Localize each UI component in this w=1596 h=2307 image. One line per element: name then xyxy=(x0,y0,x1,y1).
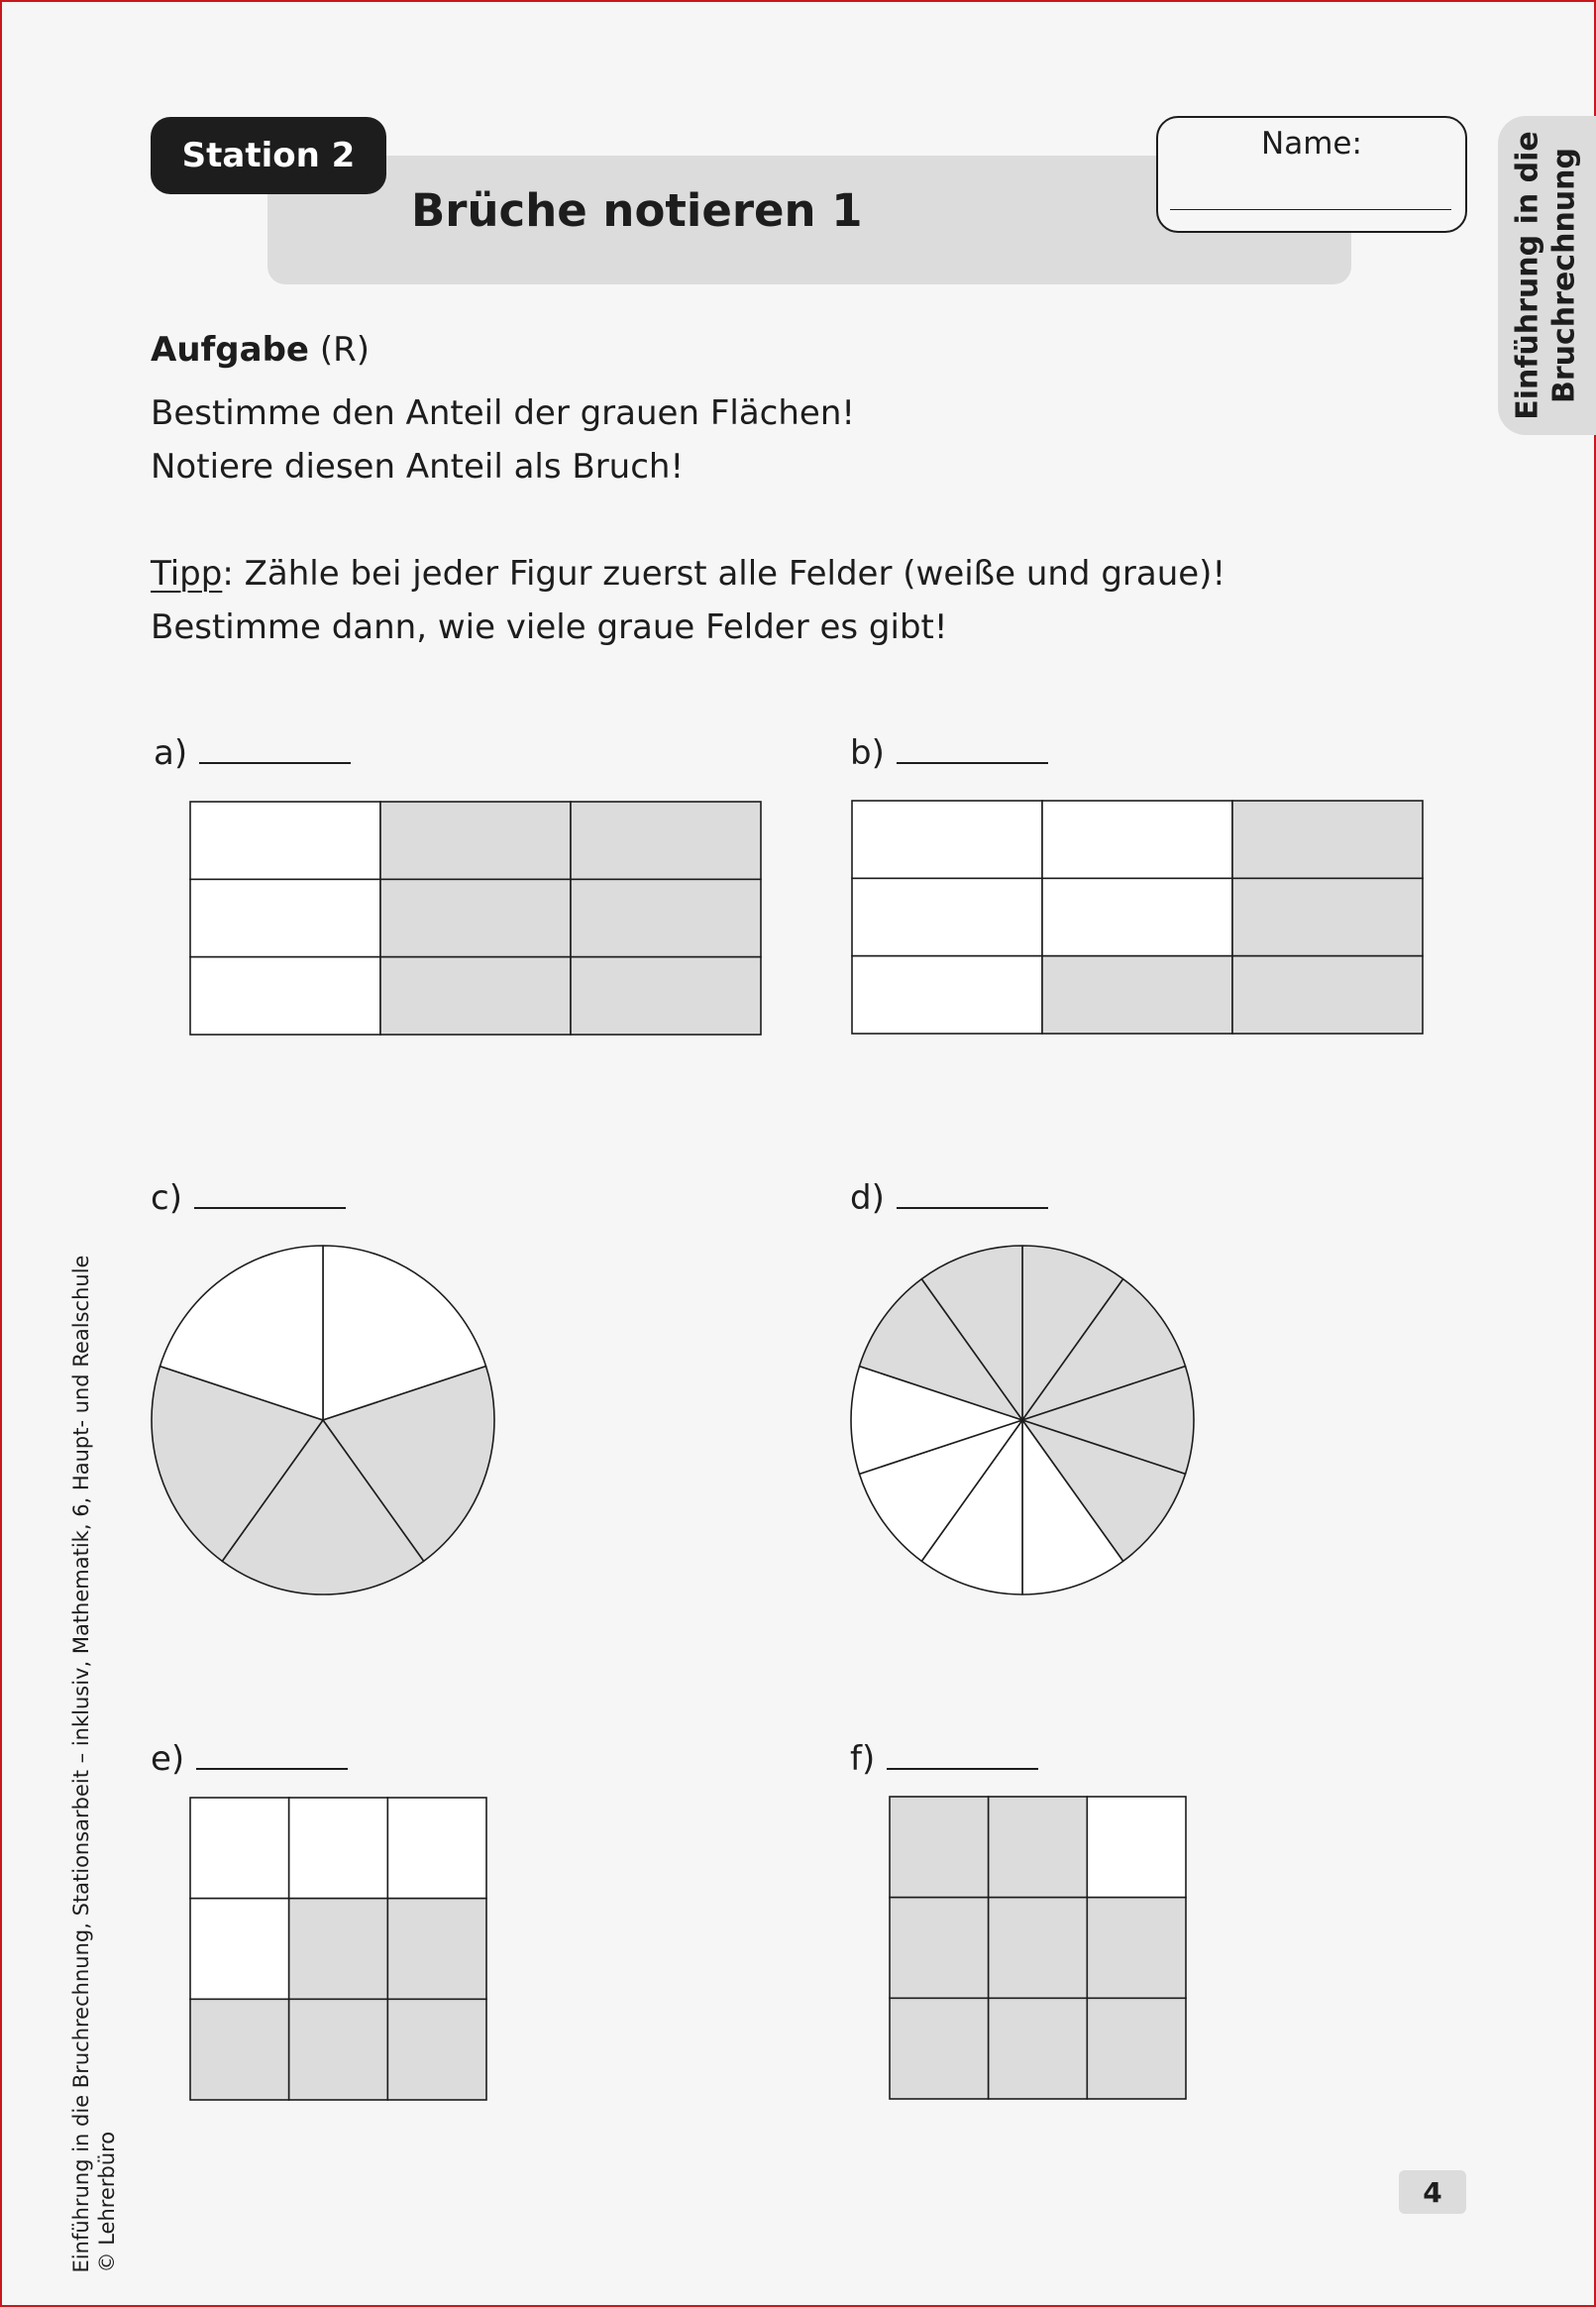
figure-a-cell-r3c2 xyxy=(380,957,571,1035)
figure-e-cell-r1c2 xyxy=(289,1798,388,1899)
figure-a-cell-r2c3 xyxy=(571,879,761,956)
figure-e-cell-r3c3 xyxy=(387,1999,486,2100)
page-number: 4 xyxy=(1399,2170,1466,2214)
figure-e-letter: e) xyxy=(151,1739,185,1779)
tip-line-1 xyxy=(151,554,1225,594)
figure-e-cell-r1c1 xyxy=(190,1798,289,1899)
copyright-credit xyxy=(68,1256,121,2273)
figure-f-answer-line[interactable] xyxy=(887,1768,1038,1770)
figure-f-cell-r1c3 xyxy=(1087,1797,1186,1898)
figure-d-letter: d) xyxy=(850,1178,885,1218)
figure-b-label xyxy=(850,733,1048,773)
figure-f-cell-r3c2 xyxy=(989,1998,1088,2099)
chapter-tab-line2: Bruchrechnung xyxy=(1546,148,1581,403)
figure-f-grid xyxy=(890,1797,1186,2099)
chapter-tab-line1: Einführung in die xyxy=(1510,131,1545,420)
credit-line-2: © Lehrerbüro xyxy=(95,2131,119,2273)
figure-c-answer-line[interactable] xyxy=(194,1207,346,1209)
figure-a-cell-r1c1 xyxy=(190,802,380,879)
figure-a-cell-r1c2 xyxy=(380,802,571,879)
figure-d-answer-line[interactable] xyxy=(897,1207,1048,1209)
tip-text: : Zähle bei jeder Figur zuerst alle Felder (weiße und graue)! xyxy=(222,554,1226,594)
figure-a-cell-r3c3 xyxy=(571,957,761,1035)
page-title: Brüche notieren 1 xyxy=(411,184,863,237)
figure-b-cell-r3c3 xyxy=(1232,956,1423,1034)
figure-c-circle xyxy=(152,1246,494,1594)
credit-line-1: Einführung in die Bruchrechnung, Stationsarbeit – inklusiv, Mathematik, 6, Haupt- und Realschule xyxy=(68,1255,93,2273)
figure-e-cell-r3c1 xyxy=(190,1999,289,2100)
figure-c-label xyxy=(151,1178,346,1218)
figure-a-cell-r2c1 xyxy=(190,879,380,956)
task-heading xyxy=(151,330,370,370)
figure-b-grid xyxy=(852,801,1423,1034)
figure-a-cell-r3c1 xyxy=(190,957,380,1035)
station-badge: Station 2 xyxy=(151,117,386,194)
figure-f-cell-r2c1 xyxy=(890,1898,989,1999)
figure-f-cell-r1c1 xyxy=(890,1797,989,1898)
tip-line-2: Bestimme dann, wie viele graue Felder es gibt! xyxy=(151,607,948,647)
figure-b-cell-r3c1 xyxy=(852,956,1042,1034)
figure-e-answer-line[interactable] xyxy=(196,1768,348,1770)
figure-d-label xyxy=(850,1178,1048,1218)
figure-e-cell-r2c1 xyxy=(190,1899,289,2000)
figure-a-cell-r2c2 xyxy=(380,879,571,956)
figure-a-label xyxy=(154,733,351,773)
task-line-1: Bestimme den Anteil der grauen Flächen! xyxy=(151,393,855,433)
figure-e-cell-r3c2 xyxy=(289,1999,388,2100)
task-level: (R) xyxy=(319,330,370,370)
figure-e-label xyxy=(151,1739,348,1779)
figure-f-cell-r1c2 xyxy=(989,1797,1088,1898)
figure-f-cell-r2c3 xyxy=(1087,1898,1186,1999)
figure-f-letter: f) xyxy=(850,1739,876,1779)
figure-a-grid xyxy=(190,802,761,1035)
name-label: Name: xyxy=(1261,126,1362,162)
figure-d-circle xyxy=(851,1246,1194,1594)
tip-label: Tipp xyxy=(151,554,223,594)
figure-b-cell-r2c3 xyxy=(1232,878,1423,955)
figure-e-cell-r2c2 xyxy=(289,1899,388,2000)
figure-a-letter: a) xyxy=(154,733,188,773)
figure-f-cell-r3c1 xyxy=(890,1998,989,2099)
figure-b-cell-r3c2 xyxy=(1042,956,1232,1034)
figure-a-answer-line[interactable] xyxy=(199,762,351,764)
figure-e-grid xyxy=(190,1798,486,2100)
figure-f-label xyxy=(850,1739,1038,1779)
figure-b-cell-r2c2 xyxy=(1042,878,1232,955)
chapter-tab-label xyxy=(1510,131,1582,420)
figure-b-cell-r1c1 xyxy=(852,801,1042,878)
name-line xyxy=(1170,209,1451,210)
figure-b-letter: b) xyxy=(850,733,885,773)
figure-b-cell-r1c2 xyxy=(1042,801,1232,878)
task-heading-label: Aufgabe xyxy=(151,330,309,370)
figure-f-cell-r2c2 xyxy=(989,1898,1088,1999)
figure-a-cell-r1c3 xyxy=(571,802,761,879)
figure-c-letter: c) xyxy=(151,1178,182,1218)
figure-e-cell-r2c3 xyxy=(387,1899,486,2000)
figure-b-answer-line[interactable] xyxy=(897,762,1048,764)
figure-b-cell-r1c3 xyxy=(1232,801,1423,878)
figure-e-cell-r1c3 xyxy=(387,1798,486,1899)
figure-f-cell-r3c3 xyxy=(1087,1998,1186,2099)
name-box[interactable] xyxy=(1156,116,1467,233)
task-line-2: Notiere diesen Anteil als Bruch! xyxy=(151,447,685,487)
figure-b-cell-r2c1 xyxy=(852,878,1042,955)
